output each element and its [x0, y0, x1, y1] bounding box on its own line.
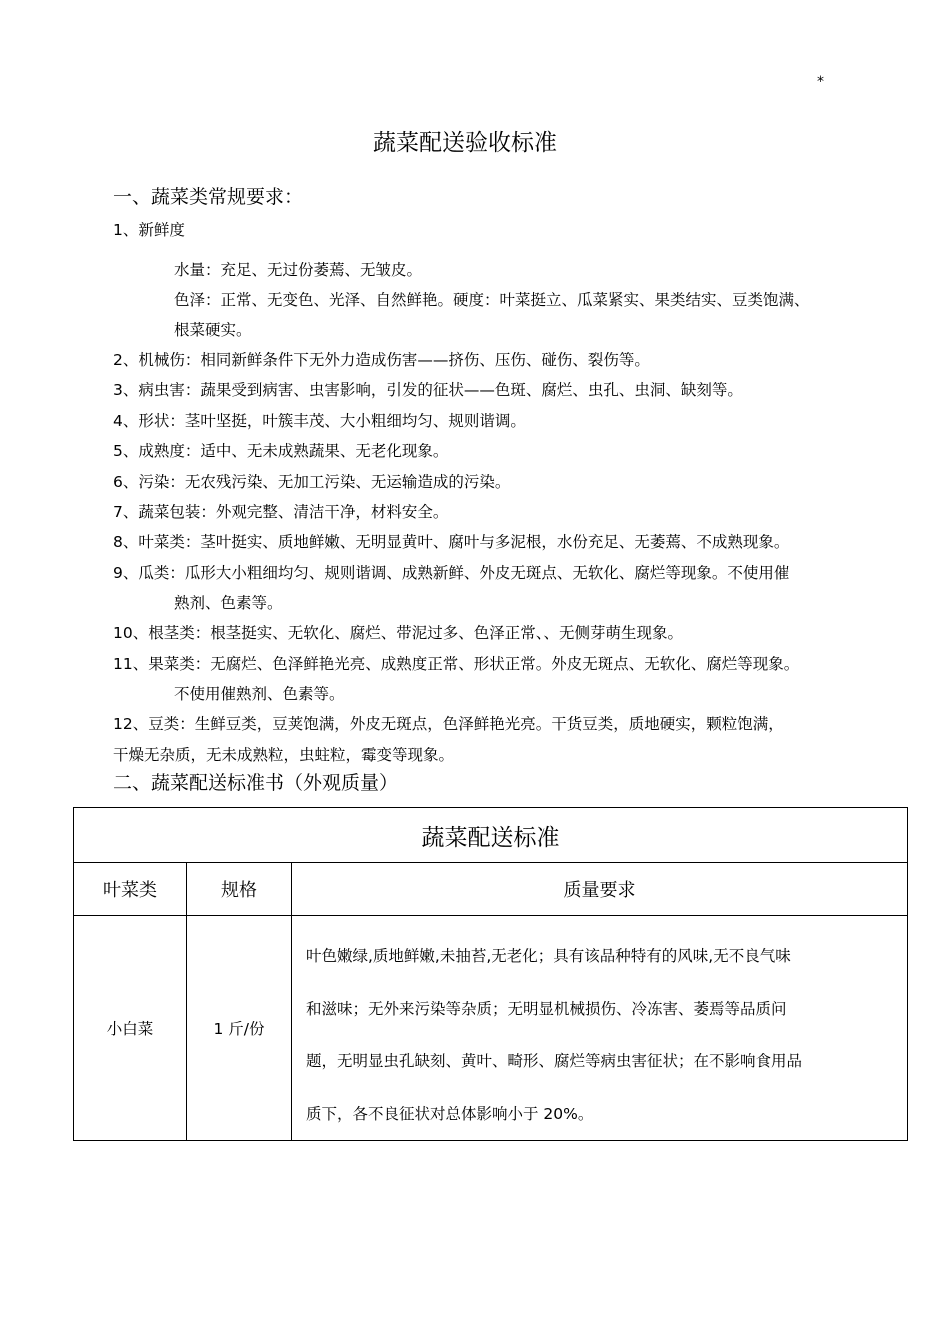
cell-spec: 1 斤/份: [187, 916, 292, 1141]
requirement-line: 9、瓜类：瓜形大小粗细均匀、规则谐调、成熟新鲜、外皮无斑点、无软化、腐烂等现象。不使用催: [113, 564, 790, 582]
table-header-row: [74, 863, 908, 916]
requirement-line: 6、污染：无农残污染、无加工污染、无运输造成的污染。: [113, 473, 511, 491]
requirement-line: 10、根茎类：根茎挺实、无软化、腐烂、带泥过多、色泽正常、、无侧芽萌生现象。: [113, 624, 683, 642]
requirement-line: 8、叶菜类：茎叶挺实、质地鲜嫩、无明显黄叶、腐叶与多泥根，水份充足、无萎蔫、不成熟现象。: [113, 533, 790, 551]
requirement-line: 3、病虫害：蔬果受到病害、虫害影响，引发的征状——色斑、腐烂、虫孔、虫洞、缺刻等。: [113, 381, 743, 399]
section2-heading: 二、蔬菜配送标准书（外观质量）: [113, 772, 399, 794]
requirement-line: 根菜硬实。: [174, 321, 252, 339]
header-category: 叶菜类: [74, 863, 187, 916]
requirement-line: 色泽：正常、无变色、光泽、自然鲜艳。硬度：叶菜挺立、瓜菜紧实、果类结实、豆类饱满、: [174, 291, 810, 309]
quality-line: 题，无明显虫孔缺刻、黄叶、畸形、腐烂等病虫害征状；在不影响食用品: [306, 1052, 803, 1070]
header-spec: 规格: [187, 863, 292, 916]
section1-heading: 一、蔬菜类常规要求：: [113, 186, 304, 208]
requirement-line: 11、果菜类：无腐烂、色泽鲜艳光亮、成熟度正常、形状正常。外皮无斑点、无软化、腐烂等现象。: [113, 655, 800, 673]
requirement-line: 5、成熟度：适中、无未成熟蔬果、无老化现象。: [113, 442, 449, 460]
table-row: [74, 916, 908, 1141]
asterisk-mark: *: [817, 74, 824, 90]
quality-line: 和滋味；无外来污染等杂质；无明显机械损伤、冷冻害、萎焉等品质问: [306, 999, 787, 1018]
requirement-line: 熟剂、色素等。: [174, 594, 283, 612]
cell-vegetable-name: 小白菜: [74, 916, 187, 1141]
header-quality: 质量要求: [292, 863, 908, 916]
quality-line: 叶色嫩绿,质地鲜嫩,未抽苔,无老化；具有该品种特有的风味,无不良气味: [306, 947, 791, 965]
requirement-line: 1、新鲜度: [113, 221, 185, 239]
requirement-line: 4、形状：茎叶坚挺，叶簇丰茂、大小粗细均匀、规则谐调。: [113, 412, 526, 430]
requirement-line: 12、豆类：生鲜豆类，豆荚饱满，外皮无斑点，色泽鲜艳光亮。干货豆类，质地硬实，颗粒饱满，: [113, 715, 784, 733]
requirement-line: 2、机械伤：相同新鲜条件下无外力造成伤害——挤伤、压伤、碰伤、裂伤等。: [113, 351, 650, 369]
cell-quality-requirements: [292, 916, 908, 1141]
document-title: 蔬菜配送验收标准: [373, 130, 557, 156]
table-caption: 蔬菜配送标准: [74, 808, 908, 863]
requirement-line: 干燥无杂质，无未成熟粒，虫蛀粒，霉变等现象。: [113, 746, 455, 764]
requirement-line: 水量：充足、无过份萎蔫、无皱皮。: [174, 261, 423, 279]
requirement-line: 不使用催熟剂、色素等。: [174, 685, 345, 703]
requirement-line: 7、蔬菜包装：外观完整、清洁干净，材料安全。: [113, 503, 449, 521]
standard-table: [73, 807, 908, 1141]
quality-line: 质下，各不良征状对总体影响小于 20%。: [306, 1104, 594, 1123]
